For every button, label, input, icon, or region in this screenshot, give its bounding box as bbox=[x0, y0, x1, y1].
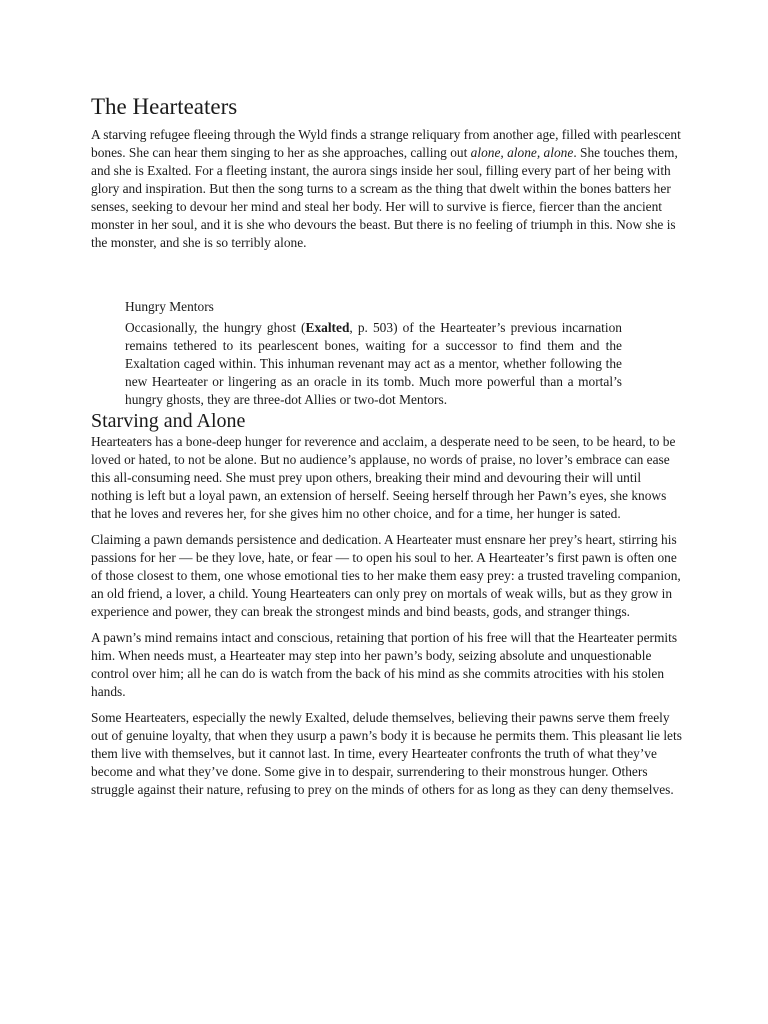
intro-text-start: A starving refugee fleeing through the Wyld finds a strange reliquary from another age, filled with pearlescent bones. She can hear them singing to her as she approaches, calling out bbox=[91, 127, 681, 160]
sidebar-title: Hungry Mentors bbox=[125, 299, 214, 314]
intro-italic-phrase: alone, alone, alone bbox=[470, 145, 574, 160]
sidebar-box bbox=[125, 298, 622, 409]
document-page bbox=[91, 94, 683, 807]
page-title: The Hearteaters bbox=[91, 94, 238, 119]
section-heading: Starving and Alone bbox=[91, 410, 246, 432]
body-paragraph-2: Claiming a pawn demands persistence and dedication. A Hearteater must ensnare her prey’s heart, stirring his passions for her — be they love, hate, or fear — to open his soul to her. A Hearteater’s first pawn is often one of those closest to them, one whose emotional ties to her make them easy prey: a trusted traveling companion, an old friend, a lover, a child. Young Hearteaters can only prey on mortals of weak wills, but as they grow in experience and power, they can break the strongest minds and bind beasts, gods, and stranger things. bbox=[91, 532, 681, 619]
body-paragraph-4: Some Hearteaters, especially the newly Exalted, delude themselves, believing their pawns serve them freely out of genuine loyalty, that when they usurp a pawn’s body it is because he permits them. This pleasant lie lets them live with themselves, but it cannot last. In time, every Hearteater confronts the truth of what they’ve become and what they’ve done. Some give in to despair, surrendering to their monstrous hunger. Others struggle against their nature, refusing to prey on the minds of others for as long as they can deny themselves. bbox=[91, 710, 682, 797]
intro-paragraph bbox=[91, 126, 683, 252]
body-paragraph-1: Hearteaters has a bone-deep hunger for reverence and acclaim, a desperate need to be seen, to be heard, to be loved or hated, to not be alone. But no audience’s applause, no words of praise, no lover’s embrace can ease this all-consuming need. She must prey upon others, breaking their mind and devouring their will until nothing is left but a loyal pawn, an extension of herself. Seeing herself through her Pawn’s eyes, she knows that he loves and reveres her, for she gives him no other choice, and for a time, her hunger is sated. bbox=[91, 434, 676, 521]
sidebar-text-end: , p. 503) of the Hearteater’s previous incarnation remains tethered to its pearlescent bones, waiting for a successor to find them and the Exaltation caged within. This inhuman revenant may act as a mentor, whether following the new Hearteater or lingering as an oracle in its tomb. Much more powerful than a mortal’s hungry ghosts, they are three-dot Allies or two-dot Mentors. bbox=[125, 320, 623, 407]
sidebar-text-start: Occasionally, the hungry ghost ( bbox=[125, 320, 306, 335]
sidebar-bold-reference: Exalted bbox=[305, 320, 350, 335]
body-paragraph-3: A pawn’s mind remains intact and conscious, retaining that portion of his free will that the Hearteater permits him. When needs must, a Hearteater may step into her pawn’s body, seizing absolute and unquestionable control over him; all he can do is watch from the back of his mind as she commits atrocities with his stolen hands. bbox=[91, 630, 678, 699]
sidebar-paragraph bbox=[125, 319, 622, 409]
intro-text-end: . She touches them, and she is Exalted. For a fleeting instant, the aurora sings inside her soul, filling every part of her being with glory and inspiration. But then the song turns to a scream as the thing that dwelt within the bones batters her senses, seeking to devour her mind and steal her body. Her will to survive is fierce, fiercer than the ancient monster in her soul, and it is she who devours the beast. But there is no feeling of triumph in this. Now she is the monster, and she is so terribly alone. bbox=[91, 145, 678, 250]
